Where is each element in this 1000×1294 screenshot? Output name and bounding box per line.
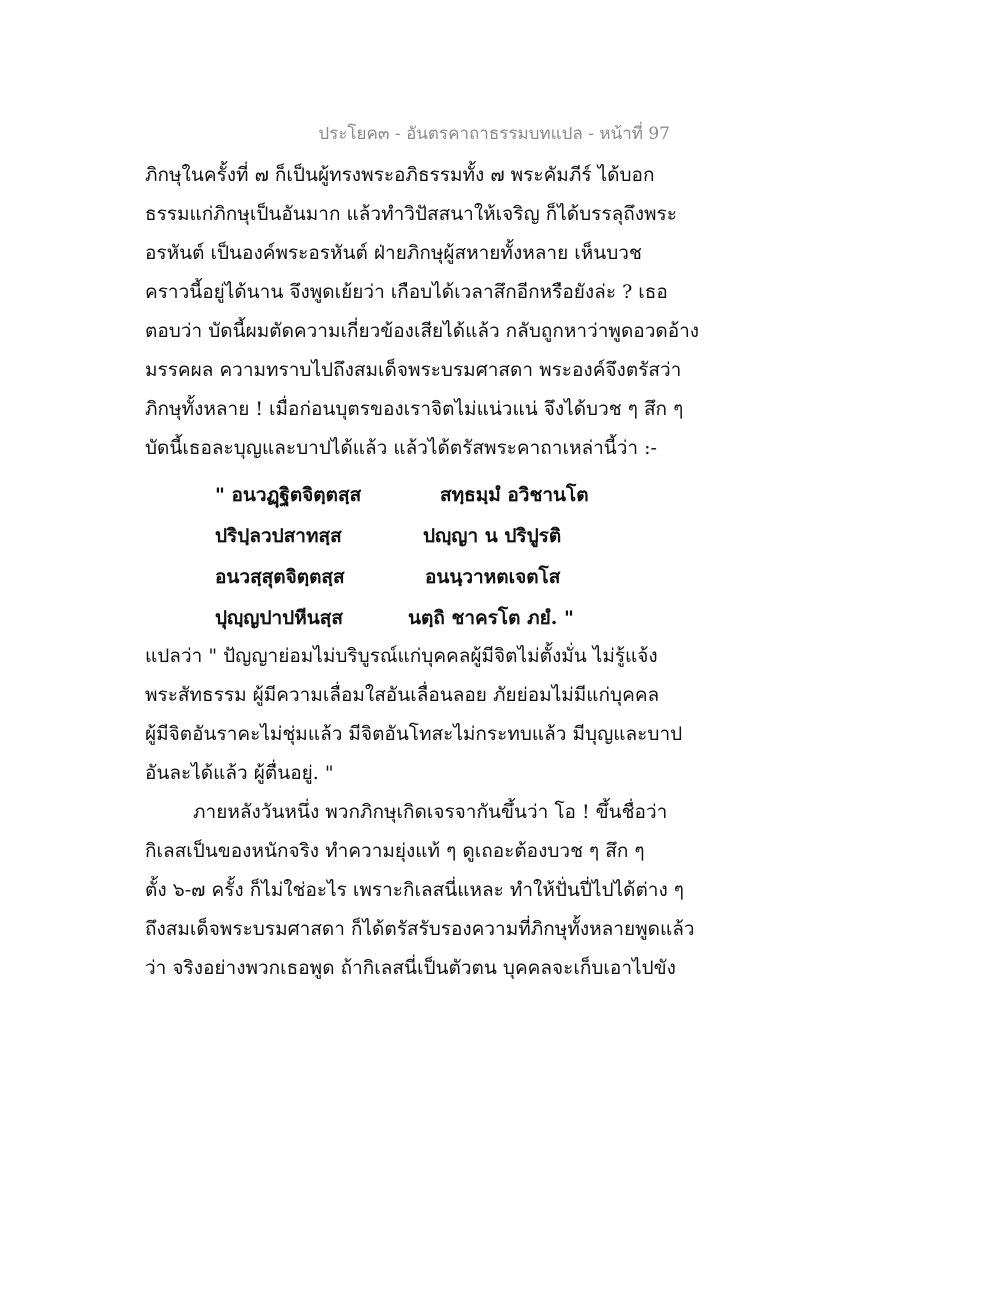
text-line: ตอบว่า บัดนี้ผมตัดความเกี่ยวข้องเสียได้แล้ว กลับถูกหาว่าพูดอวดอ้าง	[145, 320, 700, 342]
verse-line	[215, 557, 561, 598]
verse-first-half: ปริปฺลวปสาทสฺส	[215, 525, 342, 547]
verse-first-half: " อนวฏฺฐิตจิตฺตสฺส	[215, 484, 362, 506]
text-line: ภิกษุทั้งหลาย ! เมื่อก่อนบุตรของเราจิตไม่แน่วแน่ จึงได้บวช ๆ สึก ๆ	[145, 398, 684, 420]
text-line: อรหันต์ เป็นองค์พระอรหันต์ ฝ่ายภิกษุผู้สหายทั้งหลาย เห็นบวช	[145, 242, 642, 264]
text-line: ผู้มีจิตอันราคะไม่ชุ่มแล้ว มีจิตอันโทสะไม่กระทบแล้ว มีบุญและบาป	[145, 723, 683, 745]
text-line: แปลว่า " ปัญญาย่อมไม่บริบูรณ์แก่บุคคลผู้มีจิตไม่ตั้งมั่น ไม่รู้แจ้ง	[145, 645, 658, 667]
verse-first-half: ปุญฺญปาปหีนสฺส	[215, 607, 343, 629]
text-line: ตั้ง ๖-๗ ครั้ง ก็ไม่ใช่อะไร เพราะกิเลสนี่แหละ ทำให้ปั่นปี่ไปได้ต่าง ๆ	[145, 879, 684, 901]
text-line: ภายหลังวันหนึ่ง พวกภิกษุเกิดเจรจากันขึ้นว่า โอ ! ขึ้นชื่อว่า	[193, 801, 668, 823]
text-line: ภิกษุในครั้งที่ ๗ ก็เป็นผู้ทรงพระอภิธรรมทั้ง ๗ พระคัมภีร์ ได้บอก	[145, 164, 655, 186]
verse-second-half: นตฺถิ ชาครโต ภยํ. "	[408, 607, 574, 629]
verse-first-half: อนวสฺสุตจิตฺตสฺส	[215, 566, 345, 588]
text-line: ถึงสมเด็จพระบรมศาสดา ก็ได้ตรัสรับรองความที่ภิกษุทั้งหลายพูดแล้ว	[145, 918, 695, 940]
paragraph-1	[145, 156, 705, 468]
text-line: ว่า จริงอย่างพวกเธอพูด ถ้ากิเลสนี่เป็นตัวตน บุคคลจะเก็บเอาไปขัง	[145, 957, 676, 979]
verse-line	[215, 475, 589, 516]
verse-line	[215, 516, 562, 557]
verse-second-half: สทฺธมฺมํ อวิชานโต	[440, 484, 589, 506]
verse-line	[215, 598, 574, 639]
text-line: คราวนี้อยู่ได้นาน จึงพูดเย้ยว่า เกือบได้เวลาสึกอีกหรือยังล่ะ ? เธอ	[145, 281, 668, 303]
text-line: อันละได้แล้ว ผู้ตื่นอยู่. "	[145, 762, 334, 784]
text-line: บัดนี้เธอละบุญและบาปได้แล้ว แล้วได้ตรัสพระคาถาเหล่านี้ว่า :-	[145, 437, 657, 459]
text-line: กิเลสเป็นของหนักจริง ทำความยุ่งแท้ ๆ ดูเถอะต้องบวช ๆ สึก ๆ	[145, 840, 645, 862]
verse-second-half: ปญฺญา น ปริปูรติ	[423, 525, 562, 547]
text-line: มรรคผล ความทราบไปถึงสมเด็จพระบรมศาสดา พระองค์จึงตรัสว่า	[145, 359, 682, 381]
paragraph-2-3	[145, 637, 705, 988]
verse-second-half: อนนฺวาหตเจตโส	[425, 566, 561, 588]
page-header: ประโยค๓ - อันตรคาถาธรรมบทแปล - หน้าที่ 97	[318, 124, 670, 144]
text-line: พระสัทธรรม ผู้มีความเลื่อมใสอันเลื่อนลอย ภัยย่อมไม่มีแก่บุคคล	[145, 684, 660, 706]
text-line: ธรรมแก่ภิกษุเป็นอันมาก แล้วทำวิปัสสนาให้เจริญ ก็ได้บรรลุถึงพระ	[145, 203, 677, 225]
